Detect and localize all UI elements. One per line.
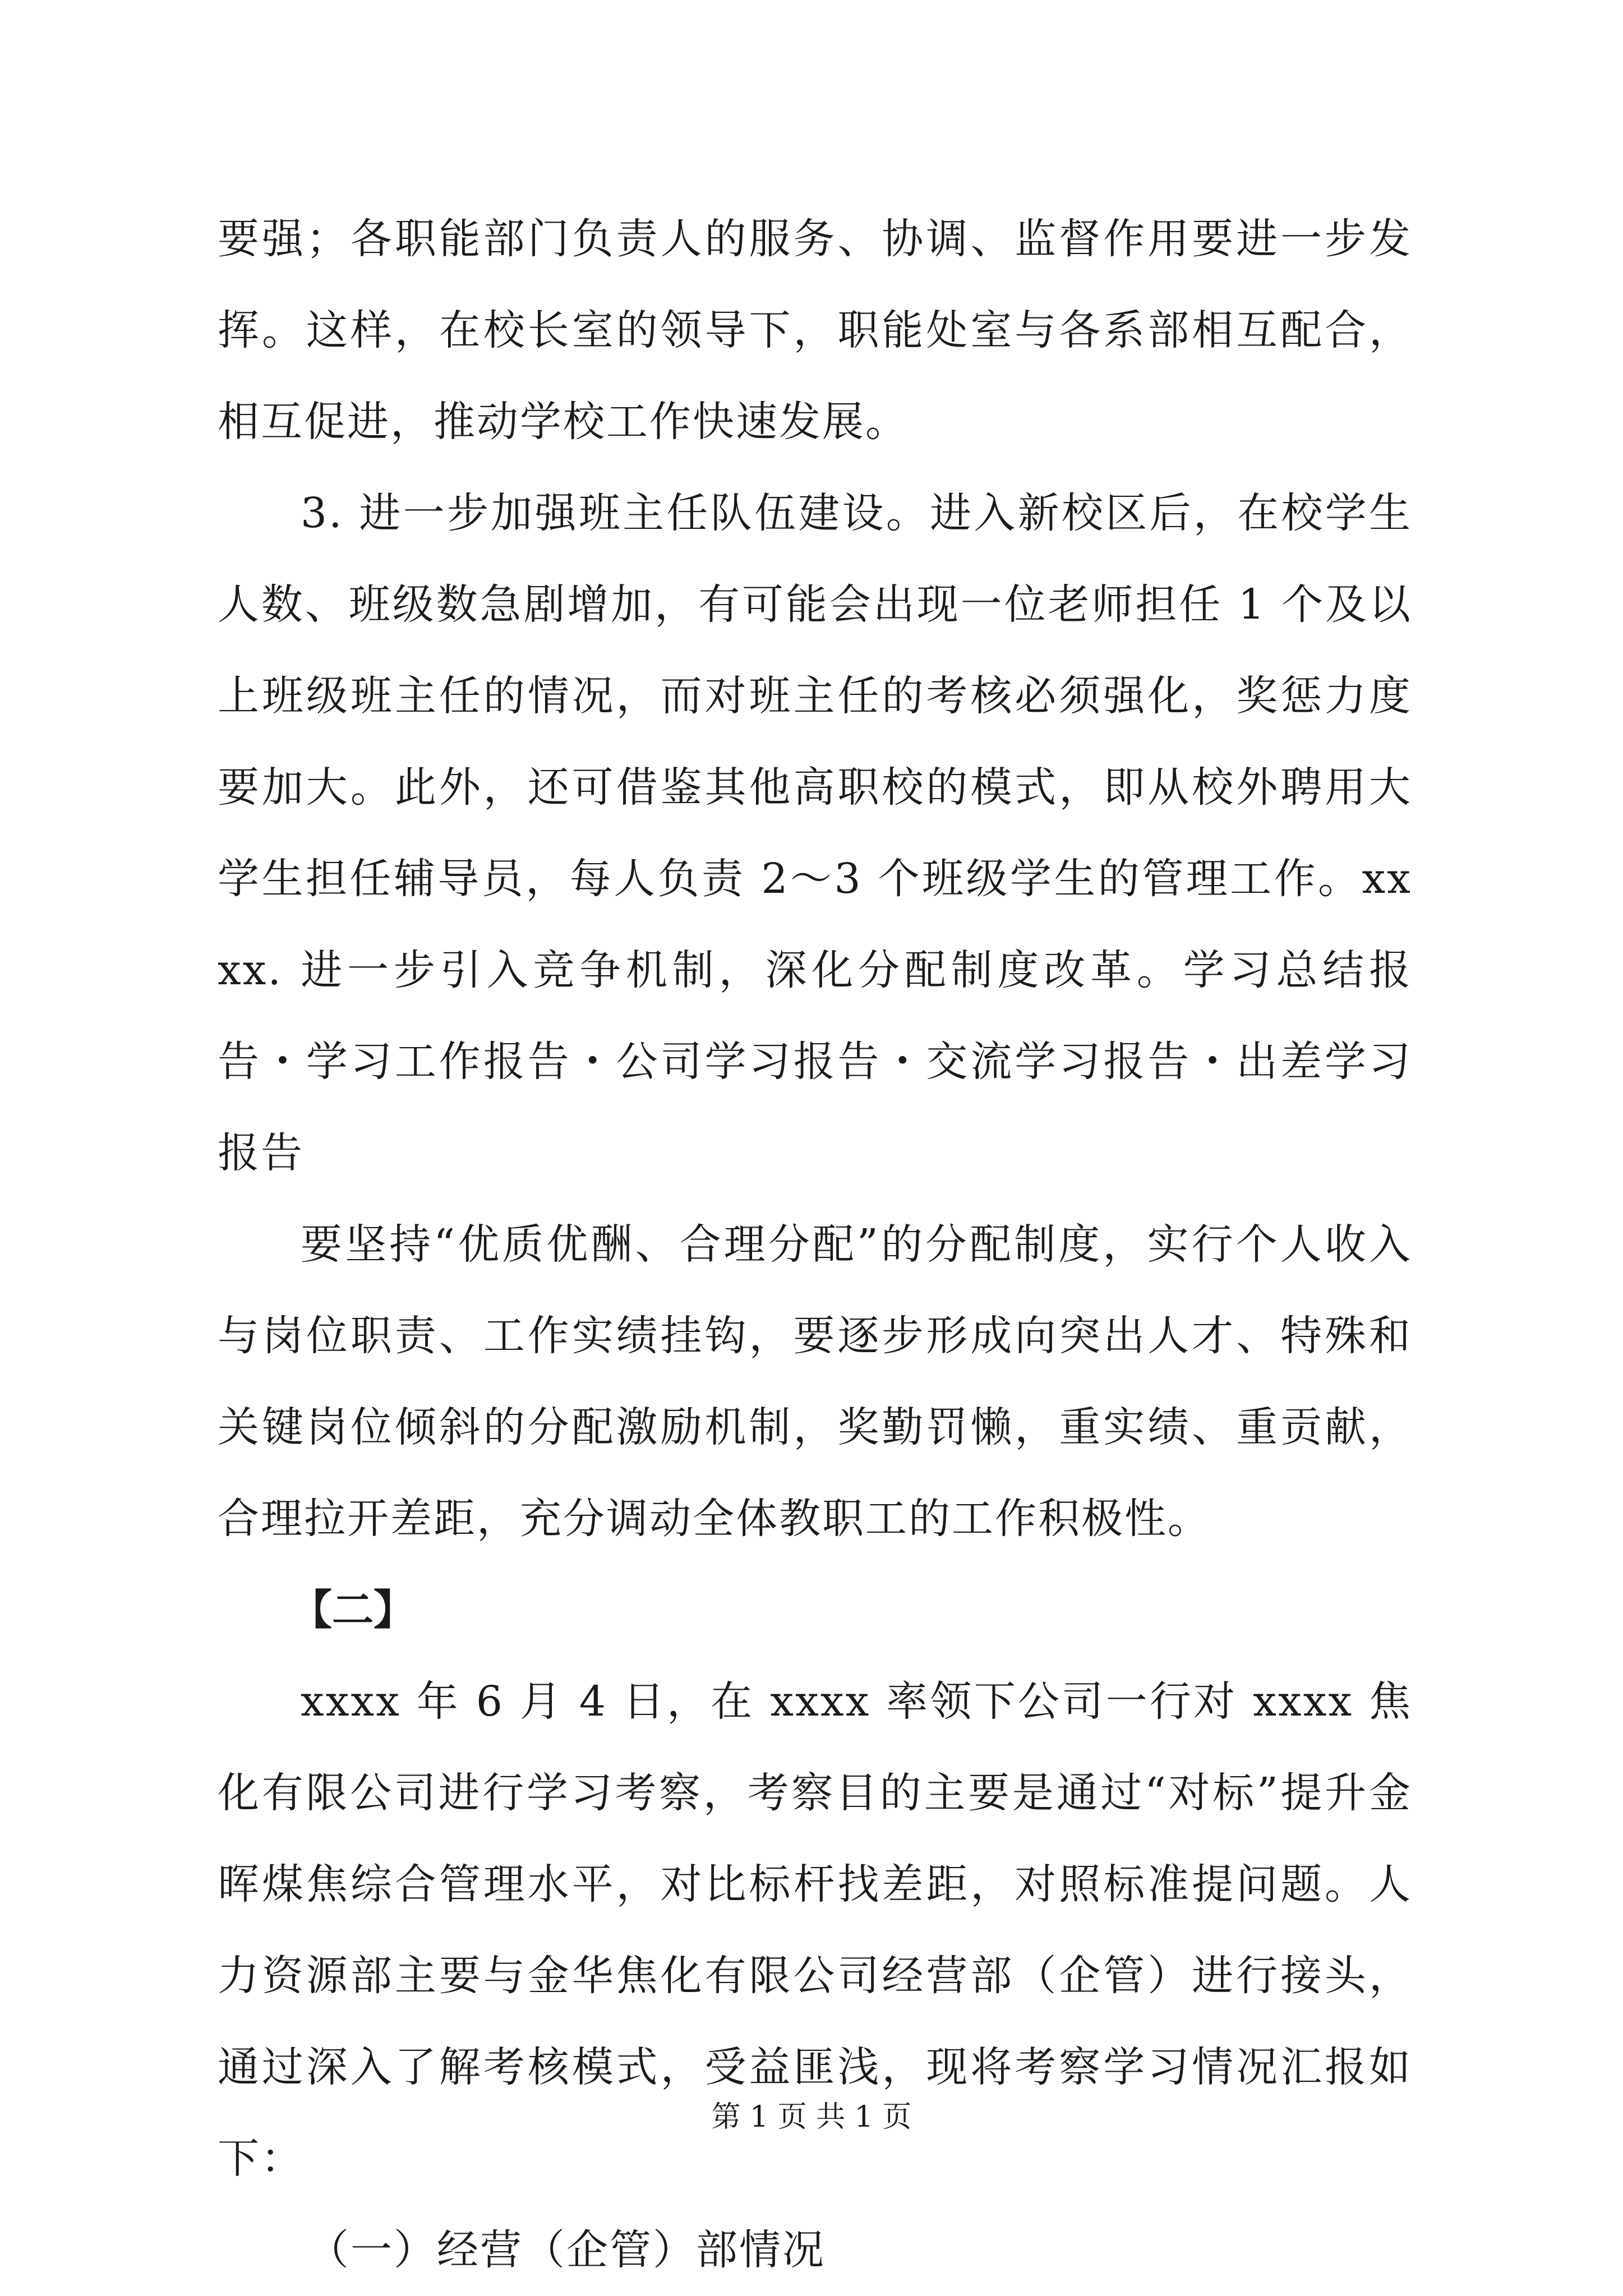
page-footer: 第 1 页 共 1 页 [711,2100,912,2134]
sub-heading: （一）经营（企管）部情况 [307,2226,826,2274]
paragraph-distribution-system: 要坚持“优质优酬、合理分配”的分配制度，实行个人收入与岗位职责、工作实绩挂钩，要逐步形成向突出人才、特殊和关键岗位倾斜的分配激励机制，奖勤罚懒，重实绩、重贡献，合理拉开差距，充分调动全体教职工的工作积极性。 [218,1220,1412,1543]
section-heading: 【二】 [291,1586,415,1634]
document-body [218,193,1412,2296]
paragraph-study-visit: xxxx 年 6 月 4 日，在 xxxx 率领下公司一行对 xxxx 焦化有限公司进行学习考察，考察目的主要是通过“对标”提升金晖煤焦综合管理水平，对比标杆找差距，对照标准提问题。人力资源部主要与金华焦化有限公司经营部（企管）进行接头，通过深入了解考核模式，受益匪浅，现将考察学习情况汇报如下： [218,1677,1412,2183]
paragraph-continuation: 要强；各职能部门负责人的服务、协调、监督作用要进一步发挥。这样，在校长室的领导下，职能处室与各系部相互配合，相互促进，推动学校工作快速发展。 [218,215,1412,446]
paragraph-head-teacher: 3. 进一步加强班主任队伍建设。进入新校区后，在校学生人数、班级数急剧增加，有可能会出现一位老师担任 1 个及以上班级班主任的情况，而对班主任的考核必须强化，奖惩力度要加大。此外，还可借鉴其他高职校的模式，即从校外聘用大学生担任辅导员，每人负责 2～3 个班级学生的管理工作。xxxx. 进一步引入竞争机制，深化分配制度改革。学习总结报告・学习工作报告・公司学习报告・交流学习报告・出差学习报告 [218,489,1412,1177]
